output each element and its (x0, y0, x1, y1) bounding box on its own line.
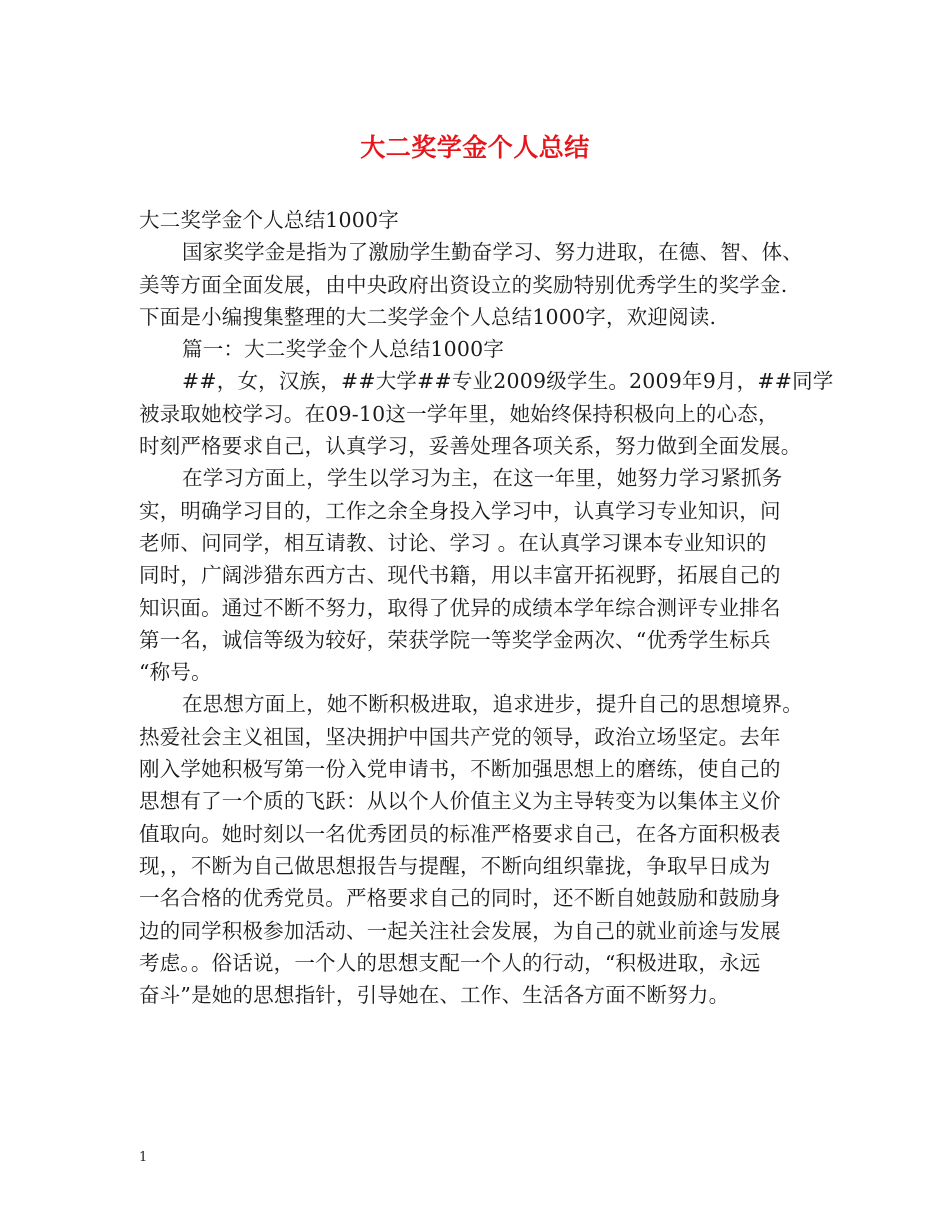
text-line: 被录取她校学习。在09-10这一学年里，她始终保持积极向上的心态， (139, 401, 779, 426)
document-body (139, 204, 834, 1011)
text-line: 考虑。。俗话说，一个人的思想支配一个人的行动，“积极进取，永远 (139, 950, 761, 975)
text-line: 刚入学她积极写第一份入党申请书，不断加强思想上的磨练，使自己的 (139, 757, 781, 782)
text-line: 第一名，诚信等级为较好，荣获学院一等奖学金两次、“优秀学生标兵 (139, 627, 771, 652)
text-line: 老师、问同学，相互请教、讨论、学习 。在认真学习课本专业知识的 (139, 530, 767, 555)
text-line: 知识面。通过不断不努力，取得了优异的成绩本学年综合测评专业排名 (139, 595, 781, 620)
text-line: “称号。 (139, 660, 212, 685)
text-line: 下面是小编搜集整理的大二奖学金个人总结1000字，欢迎阅读. (139, 304, 717, 329)
text-line: 同时，广阔涉猎东西方古、现代书籍，用以丰富开拓视野，拓展自己的 (139, 563, 781, 588)
text-line: 国家奖学金是指为了激励学生勤奋学习、努力进取，在德、智、体、 (182, 240, 803, 265)
text-line: 时刻严格要求自己，认真学习，妥善处理各项关系，努力做到全面发展。 (139, 434, 802, 459)
text-line: 篇一：大二奖学金个人总结1000字 (182, 337, 505, 362)
text-line: 值取向。她时刻以一名优秀团员的标准严格要求自己，在各方面积极表 (139, 821, 781, 846)
text-line: 奋斗”是她的思想指针，引导她在、工作、生活各方面不断努力。 (139, 983, 730, 1008)
text-line: 在思想方面上，她不断积极进取，追求进步，提升自己的思想境界。 (182, 692, 803, 717)
text-line: 在学习方面上，学生以学习为主，在这一年里，她努力学习紧抓务 (182, 466, 783, 491)
text-line: 美等方面全面发展，由中央政府出资设立的奖励特别优秀学生的奖学金. (139, 272, 788, 297)
text-line: 热爱社会主义祖国，坚决拥护中国共产党的领导，政治立场坚定。去年 (139, 724, 781, 749)
document-title: 大二奖学金个人总结 (360, 133, 590, 162)
text-line: 边的同学积极参加活动、一起关注社会发展，为自己的就业前途与发展 (139, 918, 781, 943)
text-line: 大二奖学金个人总结1000字 (139, 208, 399, 232)
page-number: 1 (139, 1150, 148, 1165)
text-line: 思想有了一个质的飞跃：从以个人价值主义为主导转变为以集体主义价 (139, 789, 781, 814)
text-line: 现，，不断为自己做思想报告与提醒，不断向组织靠拢，争取早日成为 (139, 853, 771, 878)
text-line: 实，明确学习目的，工作之余全身投入学习中，认真学习专业知识，问 (139, 498, 781, 523)
text-line: 一名合格的优秀党员。严格要求自己的同时，还不断自她鼓励和鼓励身 (139, 886, 781, 911)
text-line: ##，女，汉族，##大学##专业2009级学生。2009年9月，##同学 (182, 369, 834, 394)
